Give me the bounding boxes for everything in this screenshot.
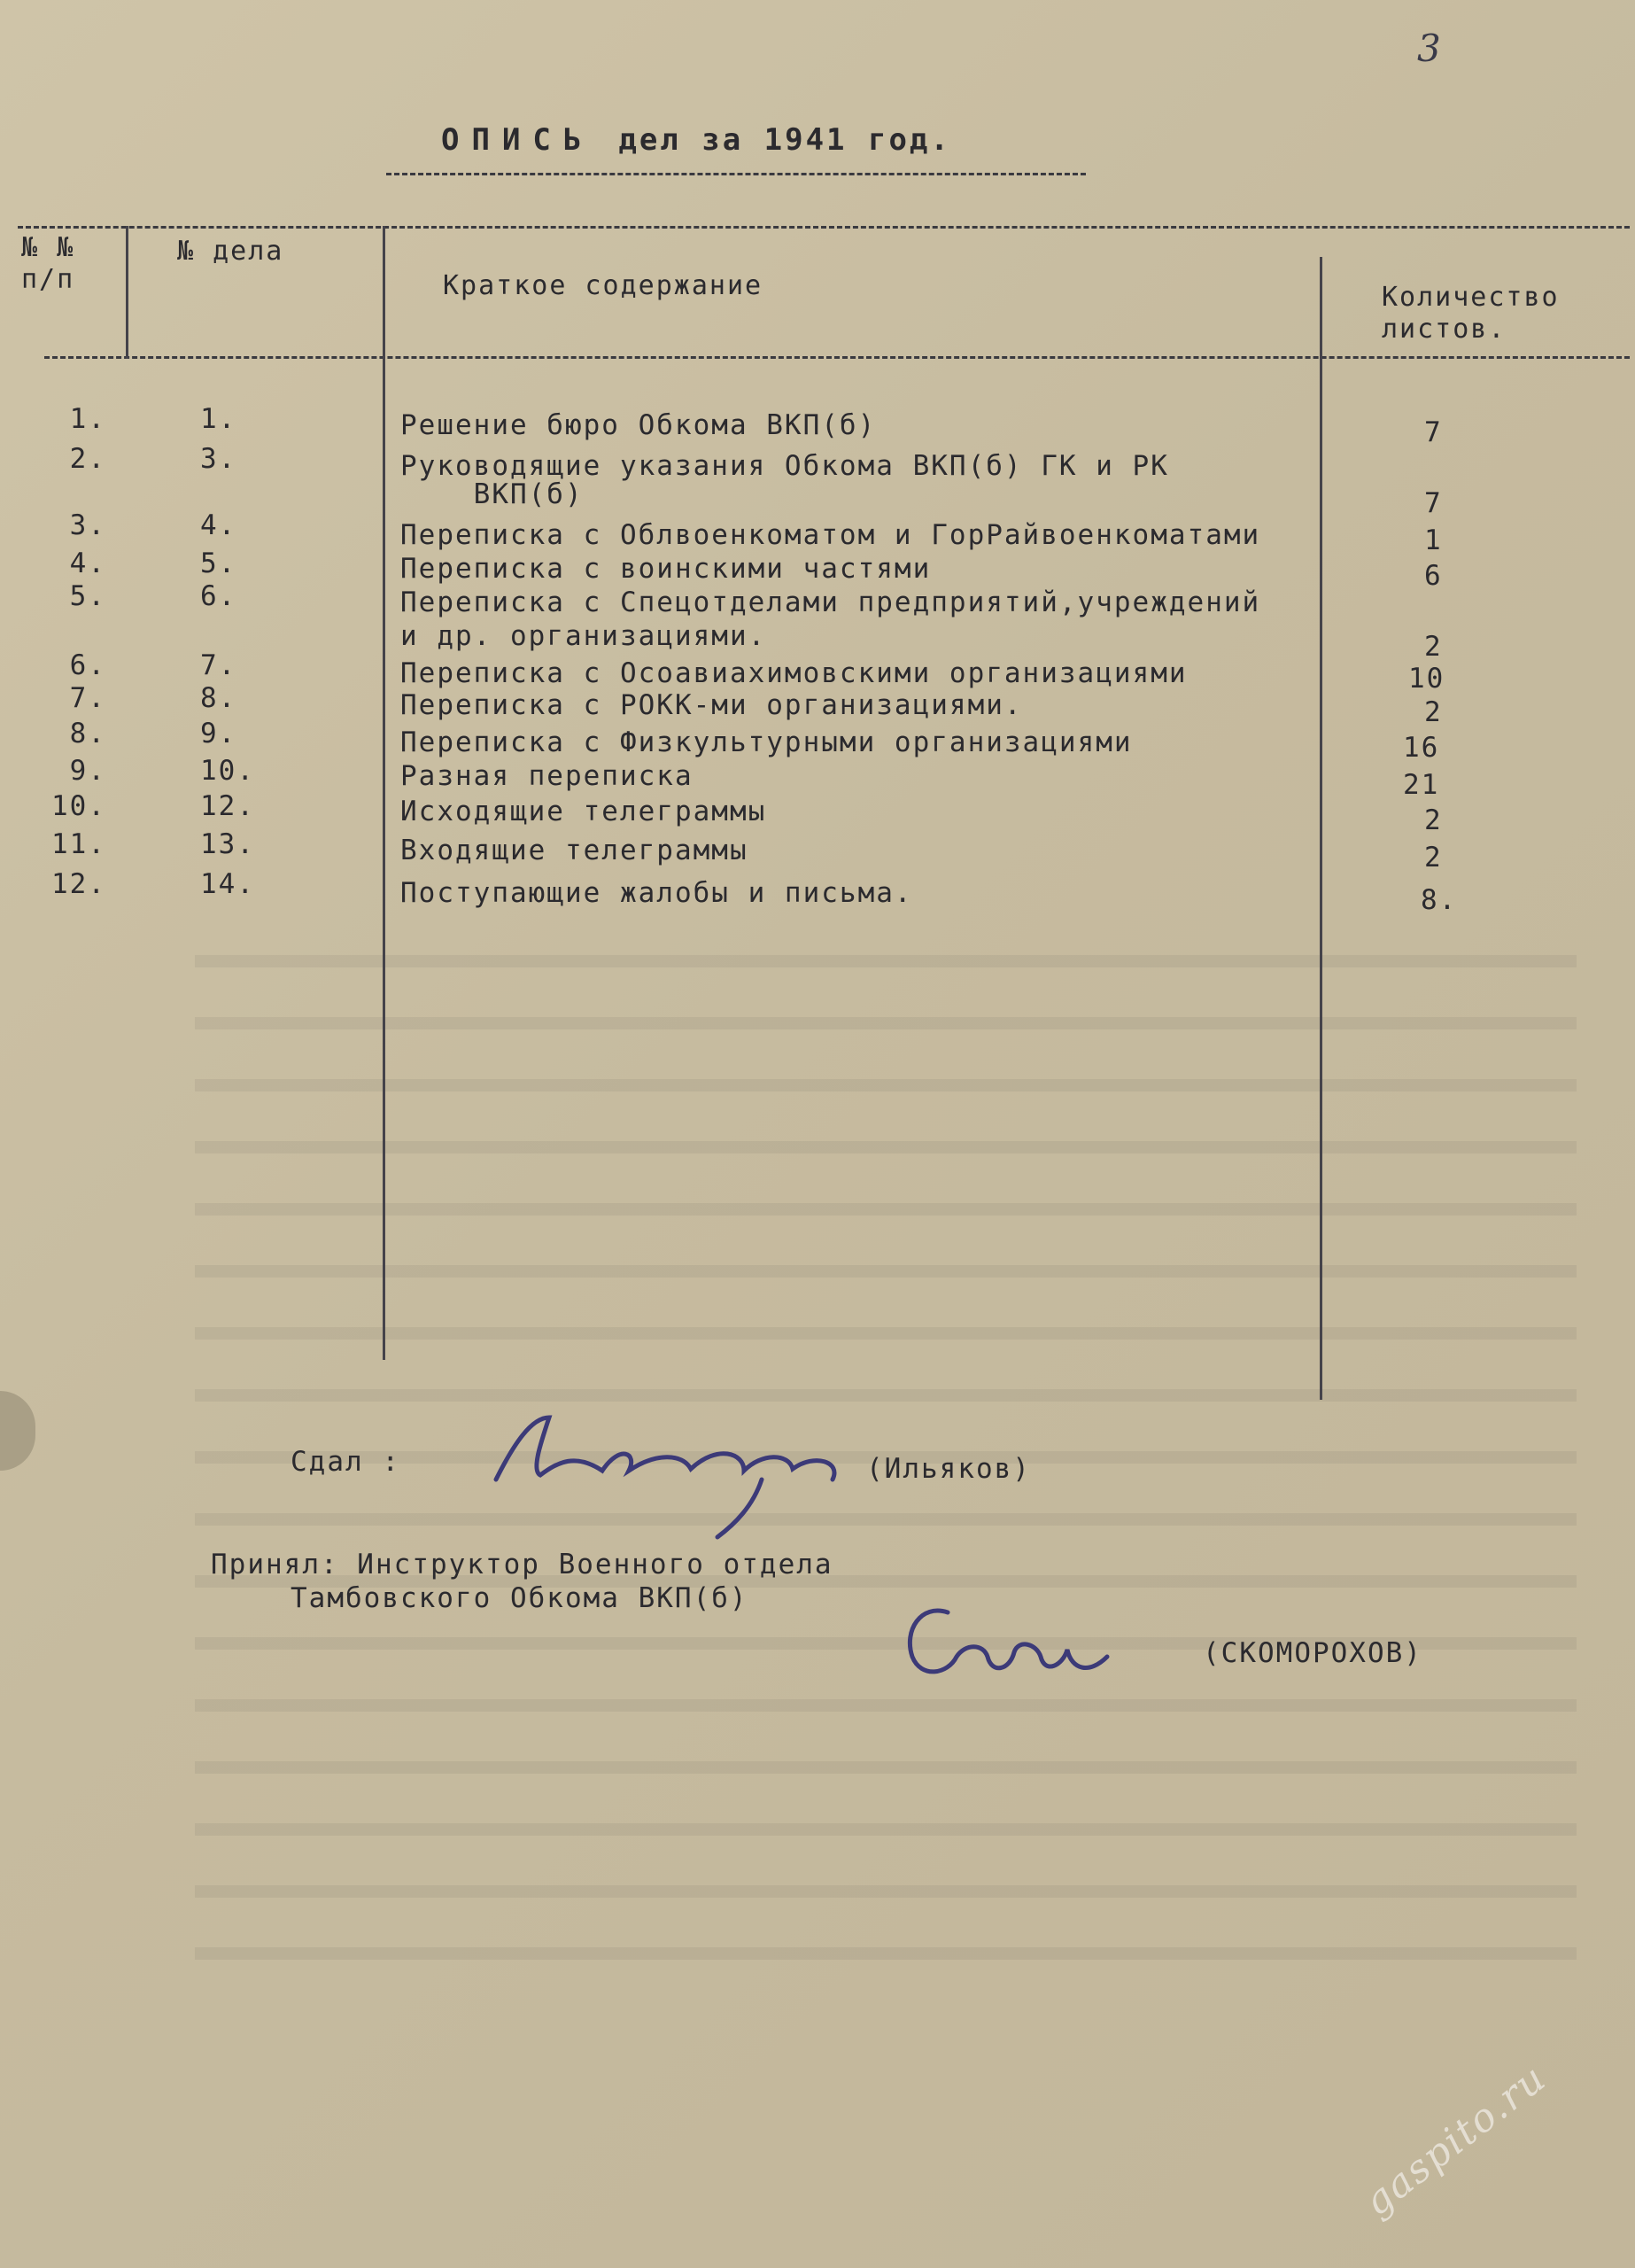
row-content: Переписка с Осоавиахимовскими организациями [400,657,1188,689]
row-case: 14. [200,868,255,900]
row-sheets: 2 [1424,842,1443,874]
row-content: Переписка с воинскими частями [400,553,932,585]
row-sheets: 10 [1408,663,1445,695]
table-top-rule [18,226,1630,229]
column-rule-pp [126,226,128,359]
column-rule-content [1320,257,1322,1400]
title-underline [386,173,1086,175]
row-case: 4. [200,509,237,541]
row-case: 1. [200,403,237,435]
row-pp: 9. [69,755,106,787]
row-pp: 3. [69,509,106,541]
row-pp: 8. [69,718,106,750]
row-pp: 7. [69,682,106,714]
row-content-continued: ВКП(б) [400,478,584,510]
row-sheets: 2 [1424,804,1443,836]
row-pp: 6. [69,649,106,681]
row-pp: 12. [51,868,106,900]
row-sheets: 1 [1424,524,1443,556]
page-number: 3 [1417,27,1441,70]
row-pp: 10. [51,790,106,822]
row-pp: 4. [69,548,106,579]
header-sheets: Количество листов. [1382,282,1560,345]
row-pp: 5. [69,580,106,612]
row-content-continued: и др. организациями. [400,620,767,652]
page-title [441,122,951,158]
row-content: Поступающие жалобы и письма. [400,877,913,909]
row-content: Разная переписка [400,760,694,792]
handed-over-name: (Ильяков) [866,1453,1031,1485]
row-sheets: 7 [1424,416,1443,448]
row-case: 6. [200,580,237,612]
handed-over-label: Сдал : [291,1446,400,1478]
row-pp: 11. [51,828,106,860]
header-content: Краткое содержание [443,270,763,301]
row-content: Исходящие телеграммы [400,796,767,827]
header-pp: № № п/п [21,232,75,295]
row-content: Переписка с Спецотделами предприятий,учреждений [400,586,1261,618]
row-content: Решение бюро Обкома ВКП(б) [400,409,877,441]
header-case: № дела [177,236,284,267]
row-sheets: 8. [1421,884,1458,916]
row-case: 9. [200,718,237,750]
received-name: (СКОМОРОХОВ) [1203,1637,1422,1669]
binding-hole [0,1391,35,1471]
handed-over-signature [478,1391,868,1542]
received-line-2: Тамбовского Обкома ВКП(б) [291,1582,748,1614]
row-content: Переписка с РОКК-ми организациями. [400,689,1023,721]
row-sheets: 21 [1403,769,1440,801]
row-content: Переписка с Физкультурными организациями [400,726,1133,758]
row-sheets: 16 [1403,732,1440,764]
row-case: 13. [200,828,255,860]
row-case: 7. [200,649,237,681]
row-sheets: 2 [1424,696,1443,728]
row-case: 12. [200,790,255,822]
title-rest: дел за 1941 год. [618,122,951,158]
row-content: Переписка с Облвоенкоматом и ГорРайвоенкоматами [400,519,1261,551]
title-word: ОПИСЬ [441,122,594,158]
watermark: gaspito.ru [1355,2054,1555,2225]
row-sheets: 7 [1424,487,1443,519]
row-pp: 1. [69,403,106,435]
row-case: 3. [200,443,237,475]
received-signature [895,1595,1125,1692]
header-bottom-rule [44,356,1630,359]
row-case: 5. [200,548,237,579]
column-rule-case [383,226,385,1360]
row-case: 10. [200,755,255,787]
row-content: Руководящие указания Обкома ВКП(б) ГК и РК [400,450,1169,482]
row-pp: 2. [69,443,106,475]
row-case: 8. [200,682,237,714]
row-sheets: 6 [1424,560,1443,592]
received-line-1: Принял: Инструктор Военного отдела [211,1549,833,1581]
row-content: Входящие телеграммы [400,835,748,866]
row-sheets: 2 [1424,631,1443,663]
